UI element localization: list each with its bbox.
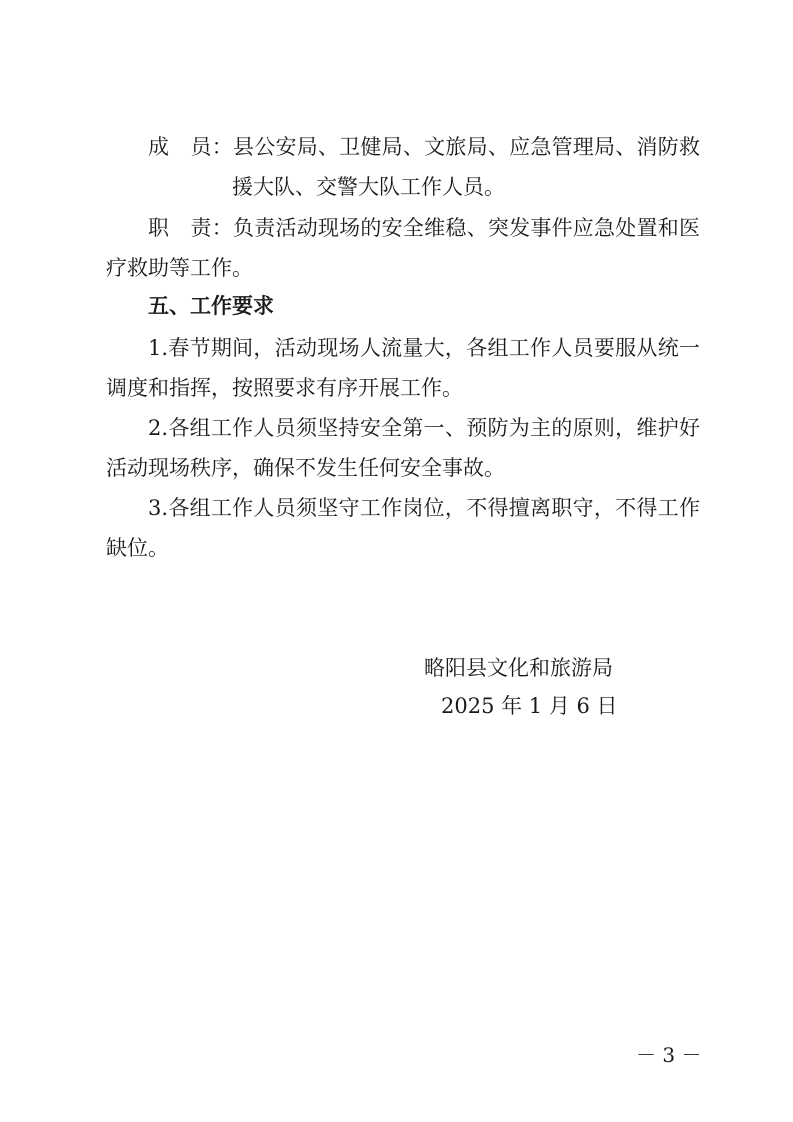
item-1-line-2: 调度和指挥，按照要求有序开展工作。: [106, 376, 463, 400]
members-line-2: 援大队、交警大队工作人员。: [232, 175, 505, 199]
duties-label: 职 责：: [148, 216, 233, 240]
signature-organization: 略阳县文化和旅游局: [424, 656, 613, 680]
members-line-1: [148, 132, 700, 162]
members-text-1: 县公安局、卫健局、文旅局、应急管理局、消防救: [232, 135, 701, 159]
members-label: 成 员：: [148, 135, 233, 159]
item-3-line-1: 3.各组工作人员须坚守工作岗位，不得擅离职守，不得工作: [148, 496, 700, 520]
duties-line-1: [148, 213, 700, 243]
page-number: － 3 －: [636, 1043, 702, 1067]
section-heading: 五、工作要求: [148, 294, 274, 318]
item-1-line-1: 1.春节期间，活动现场人流量大，各组工作人员要服从统一: [148, 336, 700, 360]
item-2-line-1: 2.各组工作人员须坚持安全第一、预防为主的原则，维护好: [148, 416, 700, 440]
duties-text-1: 负责活动现场的安全维稳、突发事件应急处置和医: [232, 216, 701, 240]
duties-line-2: 疗救助等工作。: [106, 256, 253, 280]
item-3-line-2: 缺位。: [106, 536, 169, 560]
item-2-line-2: 活动现场秩序，确保不发生任何安全事故。: [106, 456, 505, 480]
signature-date: 2025 年 1 月 6 日: [441, 694, 618, 718]
